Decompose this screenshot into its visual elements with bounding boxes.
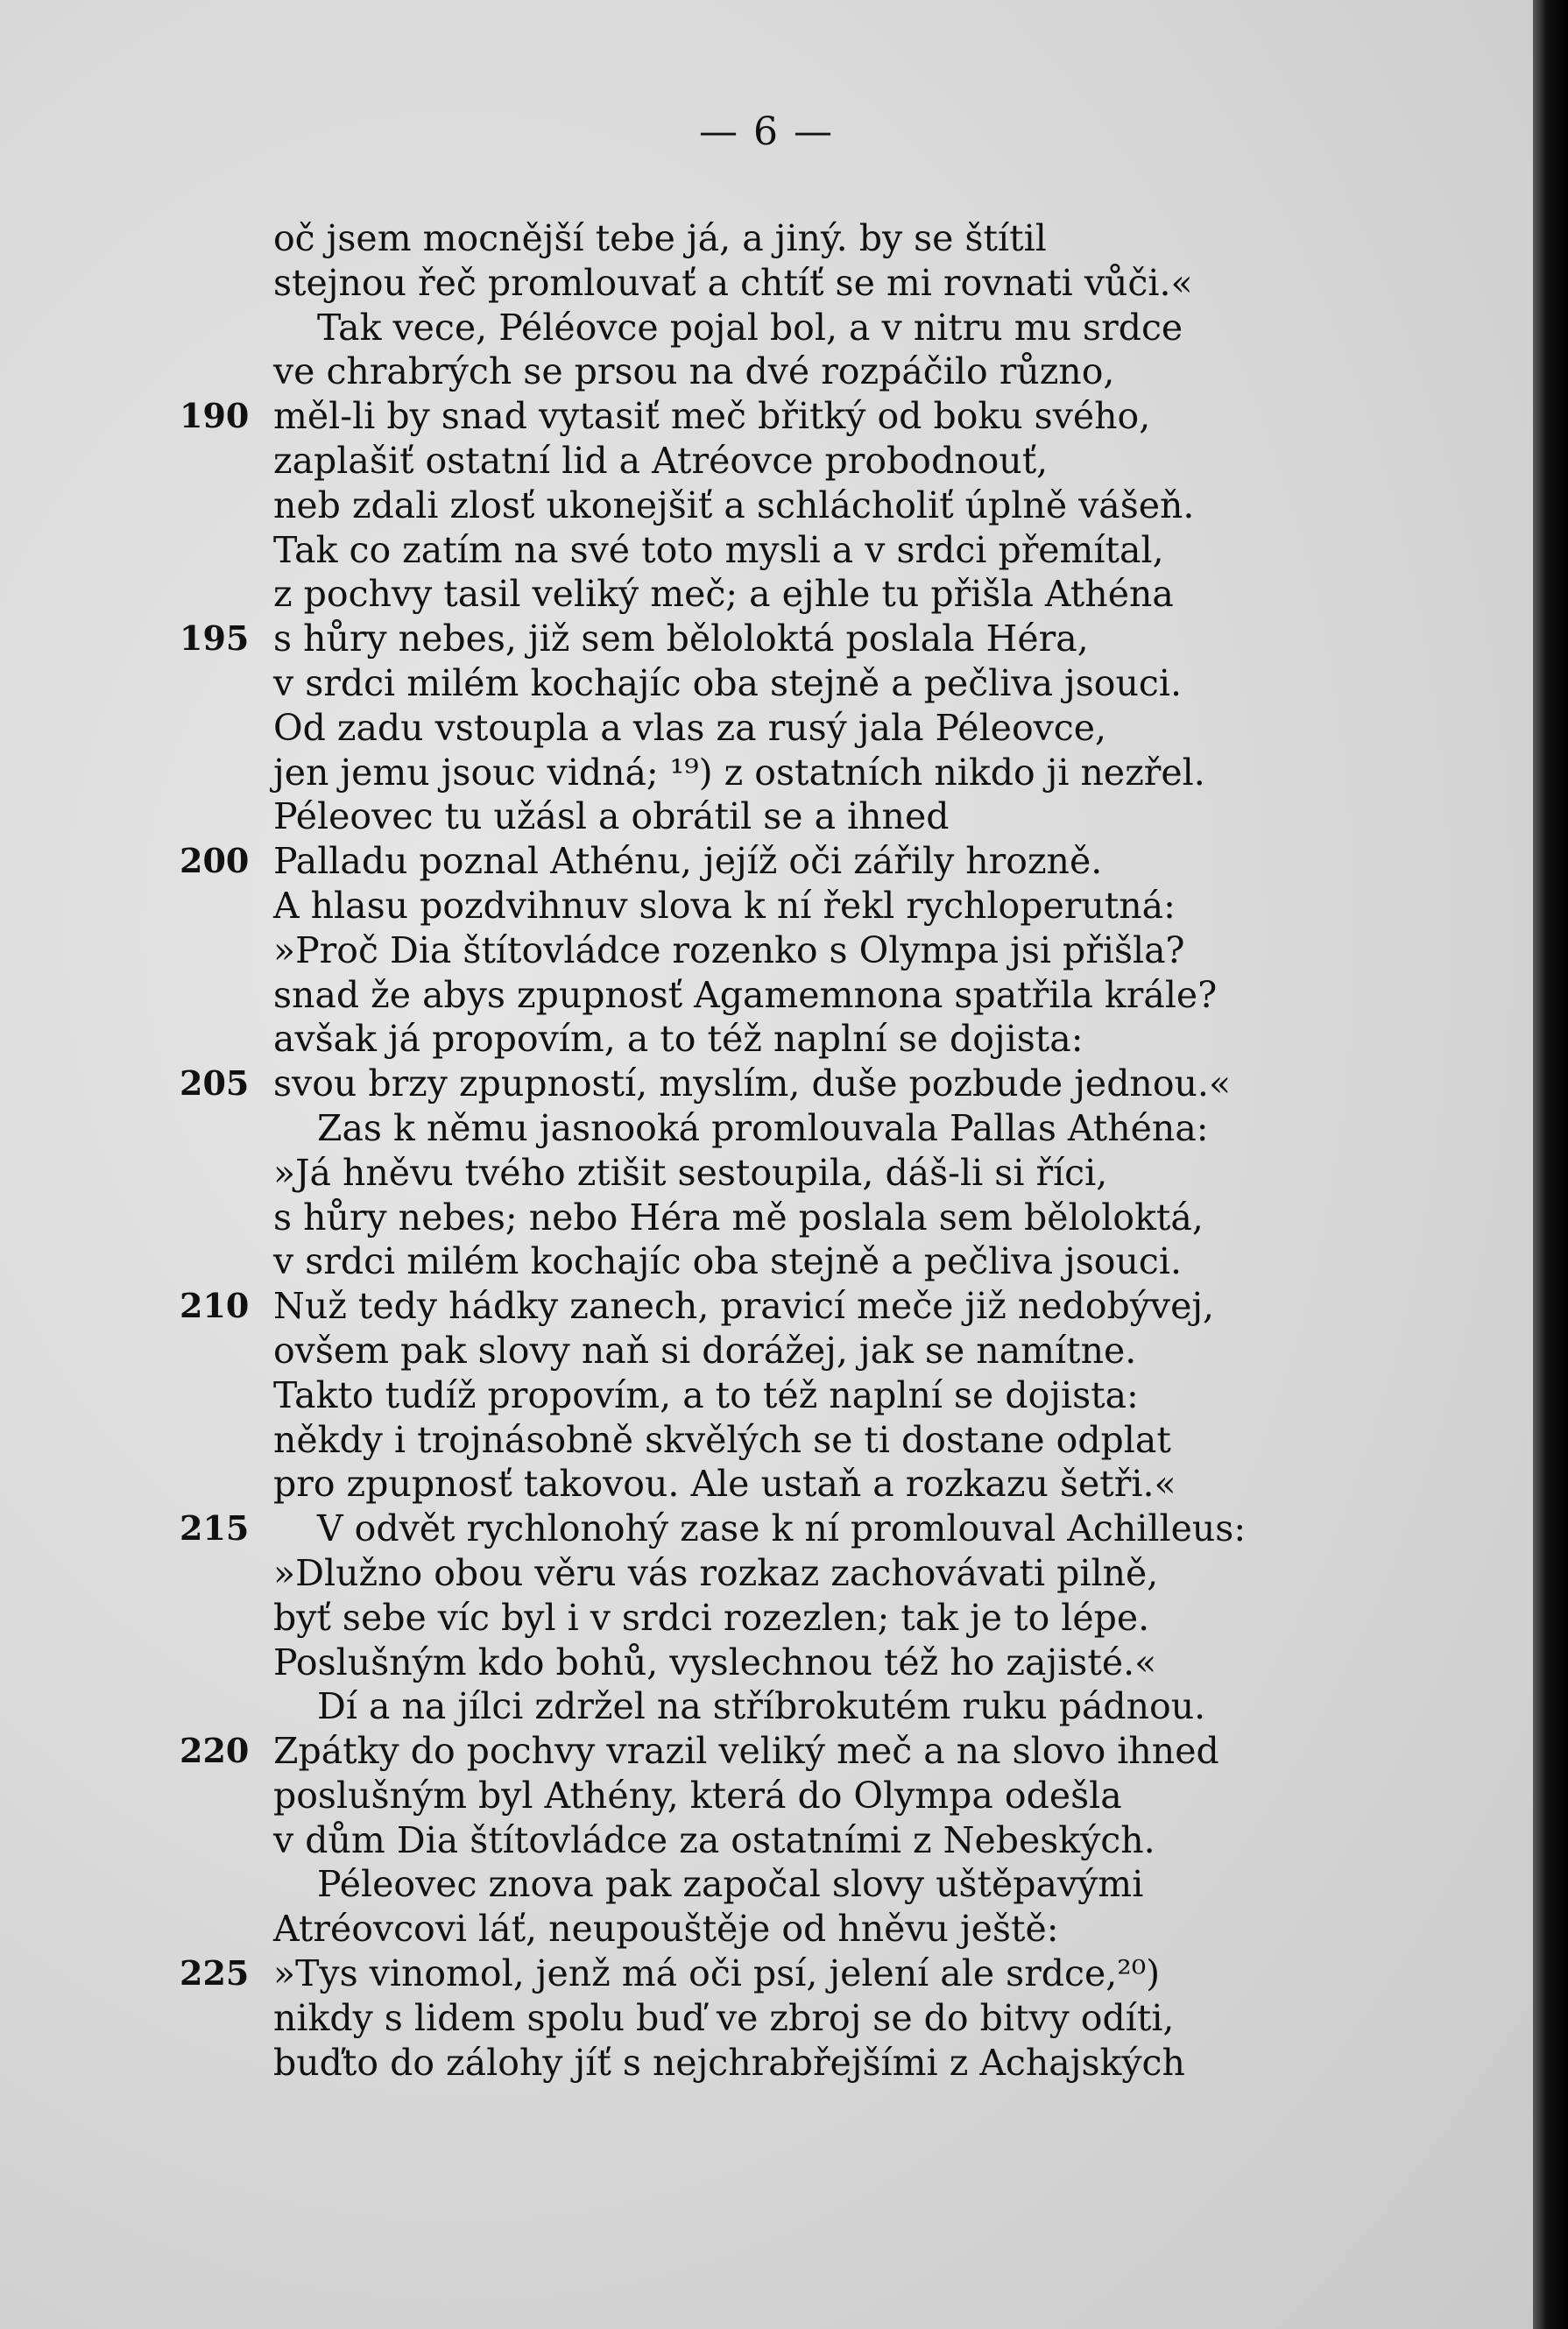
verse-text: »Dlužno obou věru vás rozkaz zachovávati pilně,	[273, 1551, 1159, 1594]
line-number: 215	[180, 1508, 250, 1549]
verse-text: A hlasu pozdvihnuv slova k ní řekl rychloperutná:	[273, 884, 1176, 927]
verse-text: v srdci milém kochajíc oba stejně a pečliva jsouci.	[273, 1240, 1182, 1283]
verse-line	[0, 1239, 1533, 1284]
line-number: 205	[180, 1063, 250, 1104]
verse-text: s hůry nebes, již sem běloloktá poslala Héra,	[273, 618, 1089, 660]
verse-text: nikdy s lidem spolu buď ve zbroj se do bitvy odíti,	[273, 1996, 1175, 2039]
page-edge-shadow	[1533, 0, 1568, 2329]
verse-text: buďto do zálohy jíť s nejchrabřejšími z Achajských	[273, 2041, 1185, 2084]
verse-line	[0, 572, 1533, 617]
verse-text: snad že abys zpupnosť Agamemnona spatřila krále?	[273, 973, 1218, 1016]
verse-text: někdy i trojnásobně skvělých se ti dostane odplat	[273, 1418, 1171, 1461]
verse-text: »Já hněvu tvého ztišit sestoupila, dáš-li si říci,	[273, 1151, 1108, 1194]
verse-line	[0, 1196, 1533, 1240]
verse-text: z pochvy tasil veliký meč; a ejhle tu přišla Athéna	[273, 573, 1174, 616]
verse-line	[0, 1329, 1533, 1373]
verse-text: Od zadu vstoupla a vlas za rusý jala Péleovce,	[273, 706, 1107, 749]
verse-line	[0, 1596, 1533, 1641]
verse-line	[0, 483, 1533, 528]
verse-text: avšak já propovím, a to též naplní se dojista:	[273, 1018, 1084, 1061]
verse-line	[0, 1106, 1533, 1151]
verse-line	[0, 661, 1533, 706]
verse-text: pro zpupnosť takovou. Ale ustaň a rozkazu šetři.«	[273, 1463, 1176, 1506]
verse-line	[0, 1551, 1533, 1596]
verse-line	[0, 306, 1533, 350]
verse-text: měl-li by snad vytasiť meč břitký od boku svého,	[273, 395, 1151, 438]
verse-line	[0, 617, 1533, 661]
verse-line	[0, 973, 1533, 1018]
verse-text: Poslušným kdo bohů, vyslechnou též ho zajisté.«	[273, 1641, 1157, 1683]
verse-line	[0, 751, 1533, 795]
verse-line	[0, 1151, 1533, 1196]
verse-line	[0, 2041, 1533, 2086]
verse-line	[0, 1729, 1533, 1774]
verse-line	[0, 706, 1533, 751]
verse-text: v dům Dia štítovládce za ostatními z Nebeských.	[273, 1818, 1155, 1861]
verse-line	[0, 1774, 1533, 1818]
verse-line	[0, 928, 1533, 973]
verse-text: Tak vece, Péléovce pojal bol, a v nitru mu srdce	[317, 306, 1183, 349]
verse-text: Péleovec tu užásl a obrátil se a ihned	[273, 795, 950, 838]
verse-block	[0, 216, 1533, 2085]
verse-line	[0, 1373, 1533, 1418]
verse-line	[0, 261, 1533, 306]
verse-line	[0, 1462, 1533, 1507]
verse-text: stejnou řeč promlouvať a chtíť se mi rovnati vůči.«	[273, 261, 1193, 304]
verse-text: v srdci milém kochajíc oba stejně a pečliva jsouci.	[273, 661, 1182, 704]
verse-text: Zpátky do pochvy vrazil veliký meč a na slovo ihned	[273, 1730, 1219, 1773]
verse-text: Tak co zatím na své toto mysli a v srdci přemítal,	[273, 528, 1164, 571]
verse-text: V odvět rychlonohý zase k ní promlouval Achilleus:	[317, 1507, 1247, 1550]
verse-text: neb zdali zlosť ukonejšiť a schlácholiť úplně vášeň.	[273, 483, 1195, 526]
verse-text: oč jsem mocnější tebe já, a jiný. by se štítil	[273, 217, 1047, 259]
verse-text: poslušným byl Athény, která do Olympa odešla	[273, 1774, 1122, 1817]
verse-line	[0, 1907, 1533, 1951]
verse-line	[0, 839, 1533, 884]
verse-line	[0, 216, 1533, 261]
verse-text: ovšem pak slovy naň si dorážej, jak se namítne.	[273, 1329, 1137, 1372]
verse-line	[0, 1418, 1533, 1463]
line-number: 195	[180, 618, 250, 659]
verse-line	[0, 528, 1533, 573]
verse-text: Takto tudíž propovím, a to též naplní se dojista:	[273, 1373, 1139, 1416]
verse-text: ve chrabrých se prsou na dvé rozpáčilo různo,	[273, 350, 1115, 393]
verse-line	[0, 439, 1533, 483]
verse-line	[0, 1017, 1533, 1062]
verse-line	[0, 1507, 1533, 1551]
verse-text: »Proč Dia štítovládce rozenko s Olympa jsi přišla?	[273, 928, 1185, 971]
line-number: 190	[180, 396, 250, 436]
verse-text: Palladu poznal Athénu, jejíž oči zářily hrozně.	[273, 840, 1103, 883]
verse-text: svou brzy zpupností, myslím, duše pozbude jednou.«	[273, 1062, 1232, 1105]
verse-line	[0, 1818, 1533, 1863]
line-number: 225	[180, 1953, 250, 1994]
verse-line	[0, 1951, 1533, 1996]
verse-line	[0, 349, 1533, 394]
line-number: 200	[180, 841, 250, 881]
verse-line	[0, 1641, 1533, 1685]
verse-line	[0, 394, 1533, 439]
verse-text: Atréovcovi láť, neupouštěje od hněvu ještě:	[273, 1908, 1059, 1951]
verse-line	[0, 1684, 1533, 1729]
verse-text: Nuž tedy hádky zanech, pravicí meče již nedobývej,	[273, 1285, 1215, 1328]
verse-line	[0, 1062, 1533, 1106]
verse-text: Zas k němu jasnooká promlouvala Pallas Athéna:	[317, 1106, 1209, 1149]
verse-text: Dí a na jílci zdržel na stříbrokutém ruku pádnou.	[317, 1685, 1206, 1728]
verse-text: Péleovec znova pak započal slovy uštěpavými	[317, 1863, 1144, 1906]
verse-text: s hůry nebes; nebo Héra mě poslala sem běloloktá,	[273, 1196, 1204, 1239]
verse-line	[0, 1284, 1533, 1329]
verse-text: zaplašiť ostatní lid a Atréovce probodnouť,	[273, 439, 1049, 482]
verse-line	[0, 884, 1533, 928]
verse-text: byť sebe víc byl i v srdci rozezlen; tak je to lépe.	[273, 1596, 1150, 1639]
line-number: 210	[180, 1286, 250, 1326]
page-number: — 6 —	[699, 109, 834, 154]
verse-line	[0, 1862, 1533, 1907]
verse-text: jen jemu jsouc vidná; ¹⁹) z ostatních nikdo ji nezřel.	[273, 751, 1205, 794]
verse-line	[0, 794, 1533, 839]
verse-text: »Tys vinomol, jenž má oči psí, jelení ale srdce,²⁰)	[273, 1952, 1161, 1995]
line-number: 220	[180, 1731, 250, 1771]
verse-line	[0, 1996, 1533, 2041]
